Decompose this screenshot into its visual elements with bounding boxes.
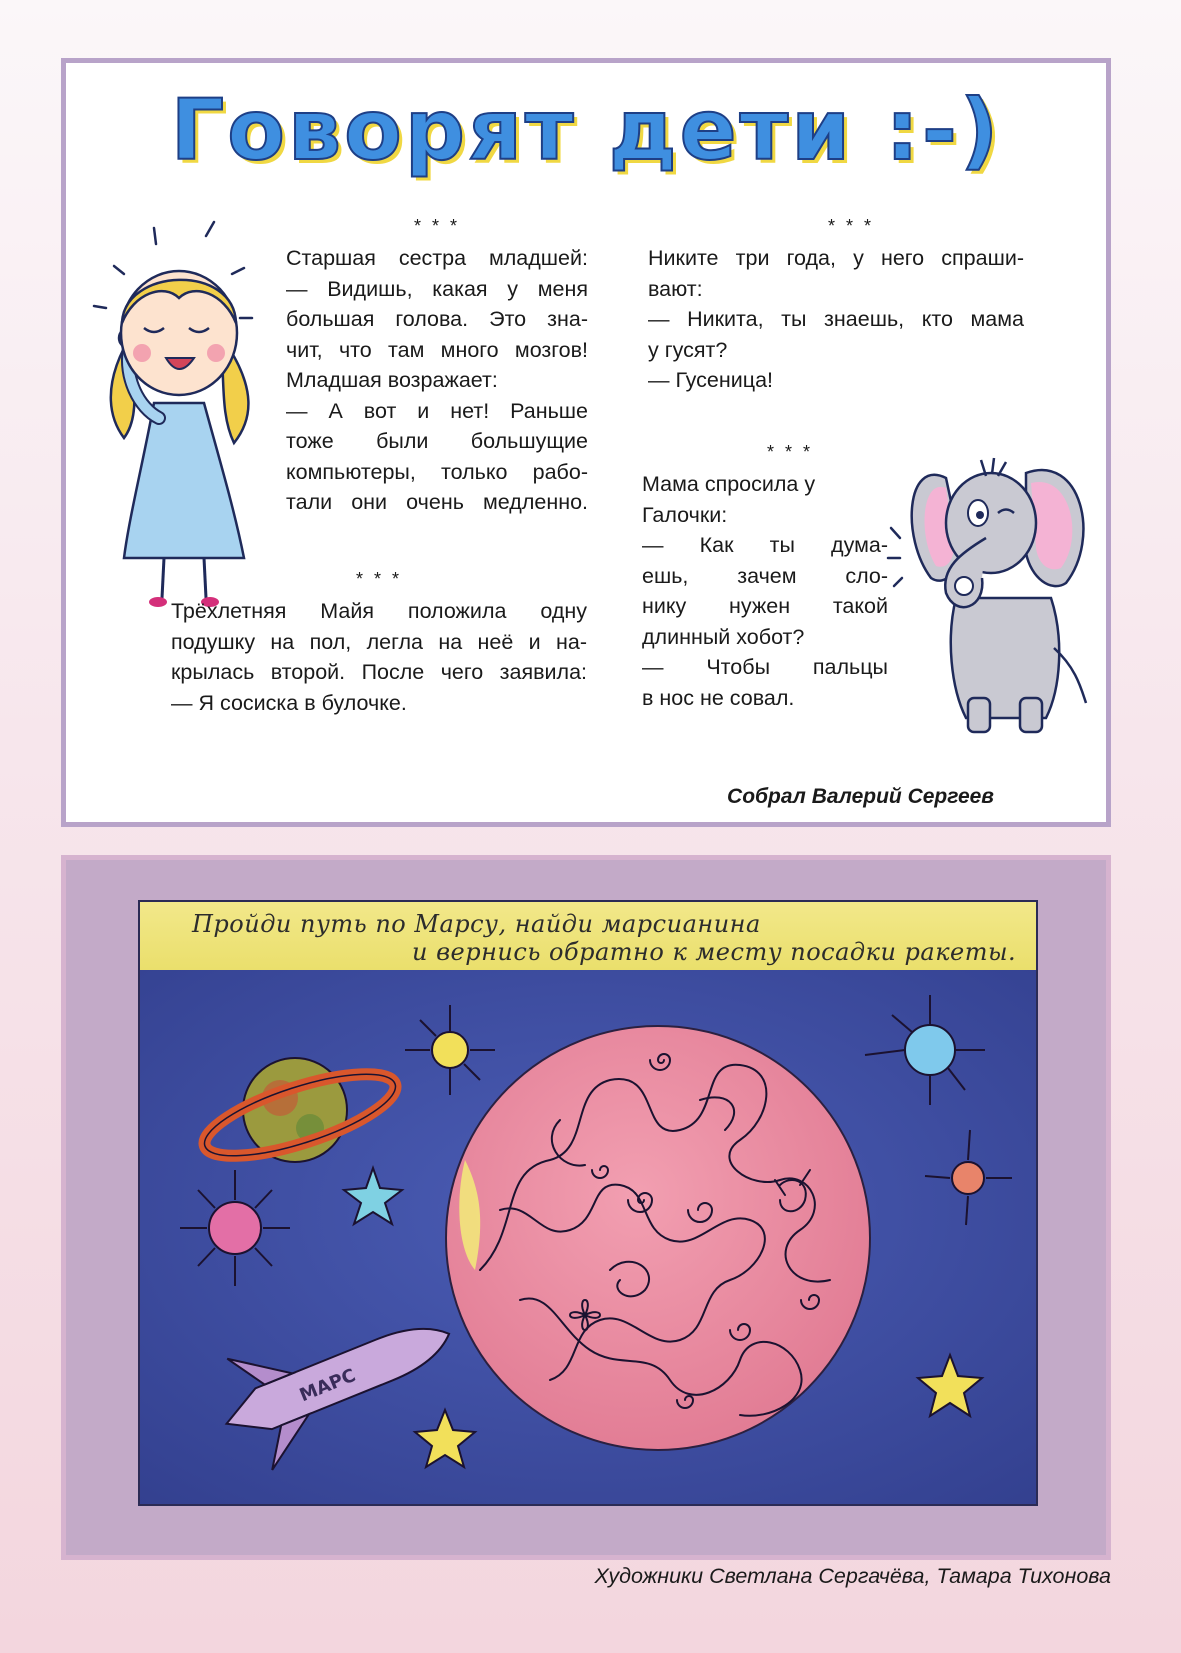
joke-line: крылась второй. После чего заявила:	[171, 660, 587, 684]
instruction-banner	[140, 902, 1036, 970]
joke-3	[648, 215, 1024, 396]
artists-credit: Художники Светлана Сергачёва, Тамара Тихонова	[594, 1564, 1111, 1588]
joke-1	[286, 215, 588, 518]
joke-line: Галочки:	[642, 502, 728, 527]
joke-line: — Я сосиска в булочке.	[171, 690, 407, 715]
joke-line: тали они очень медленно.	[286, 490, 588, 514]
rocket-label: МАРС	[296, 1364, 359, 1407]
jokes-panel	[61, 58, 1111, 827]
joke-separator: * * *	[355, 569, 403, 589]
space-scene	[140, 970, 1036, 1504]
joke-separator: * * *	[766, 442, 814, 462]
joke-line: — Видишь, какая у меня	[286, 276, 588, 301]
joke-line: вают:	[648, 276, 703, 301]
girl-illustration	[84, 158, 284, 618]
page-title: Говорят дети :-)	[170, 81, 1002, 179]
joke-line: — Никита, ты знаешь, кто мама	[648, 307, 1024, 331]
joke-line: чит, что там много мозгов!	[286, 337, 588, 362]
mars-planet	[446, 1026, 870, 1450]
joke-line: большая голова. Это зна-	[286, 307, 588, 331]
joke-separator: * * *	[413, 216, 461, 236]
joke-line: у гусят?	[648, 337, 728, 362]
elephant-illustration	[886, 418, 1106, 748]
joke-line: подушку на пол, легла на неё и на-	[171, 629, 587, 654]
joke-4	[642, 441, 888, 713]
joke-line: — Гусеница!	[648, 368, 774, 392]
joke-line: нику нужен такой	[642, 594, 888, 618]
joke-line: — Как ты дума-	[642, 533, 888, 557]
joke-2	[171, 568, 587, 718]
joke-line: Младшая возражает:	[286, 368, 498, 392]
joke-line: Мама спросила у	[642, 472, 816, 496]
joke-line: — А вот и нет! Раньше	[286, 398, 588, 423]
instruction-line-2: и вернись обратно к месту посадки ракеты.	[412, 938, 1017, 966]
joke-line: в нос не совал.	[642, 685, 795, 710]
joke-line: Старшая сестра младшей:	[286, 246, 588, 270]
joke-line: Никите три года, у него спраши-	[648, 246, 1024, 270]
joke-line: — Чтобы пальцы	[642, 655, 888, 679]
mars-maze-puzzle	[138, 900, 1038, 1506]
joke-line: тоже были большущие	[286, 429, 588, 453]
joke-line: Трёхлетняя Майя положила одну	[171, 599, 587, 623]
collector-credit: Собрал Валерий Сергеев	[727, 785, 994, 808]
joke-line: ешь, зачем сло-	[642, 563, 888, 588]
instruction-line-1: Пройди путь по Марсу, найди марсианина	[192, 910, 761, 938]
maze-panel	[61, 855, 1111, 1560]
joke-separator: * * *	[827, 216, 874, 236]
joke-line: длинный хобот?	[642, 624, 805, 649]
joke-line: компьютеры, только рабо-	[286, 459, 588, 484]
